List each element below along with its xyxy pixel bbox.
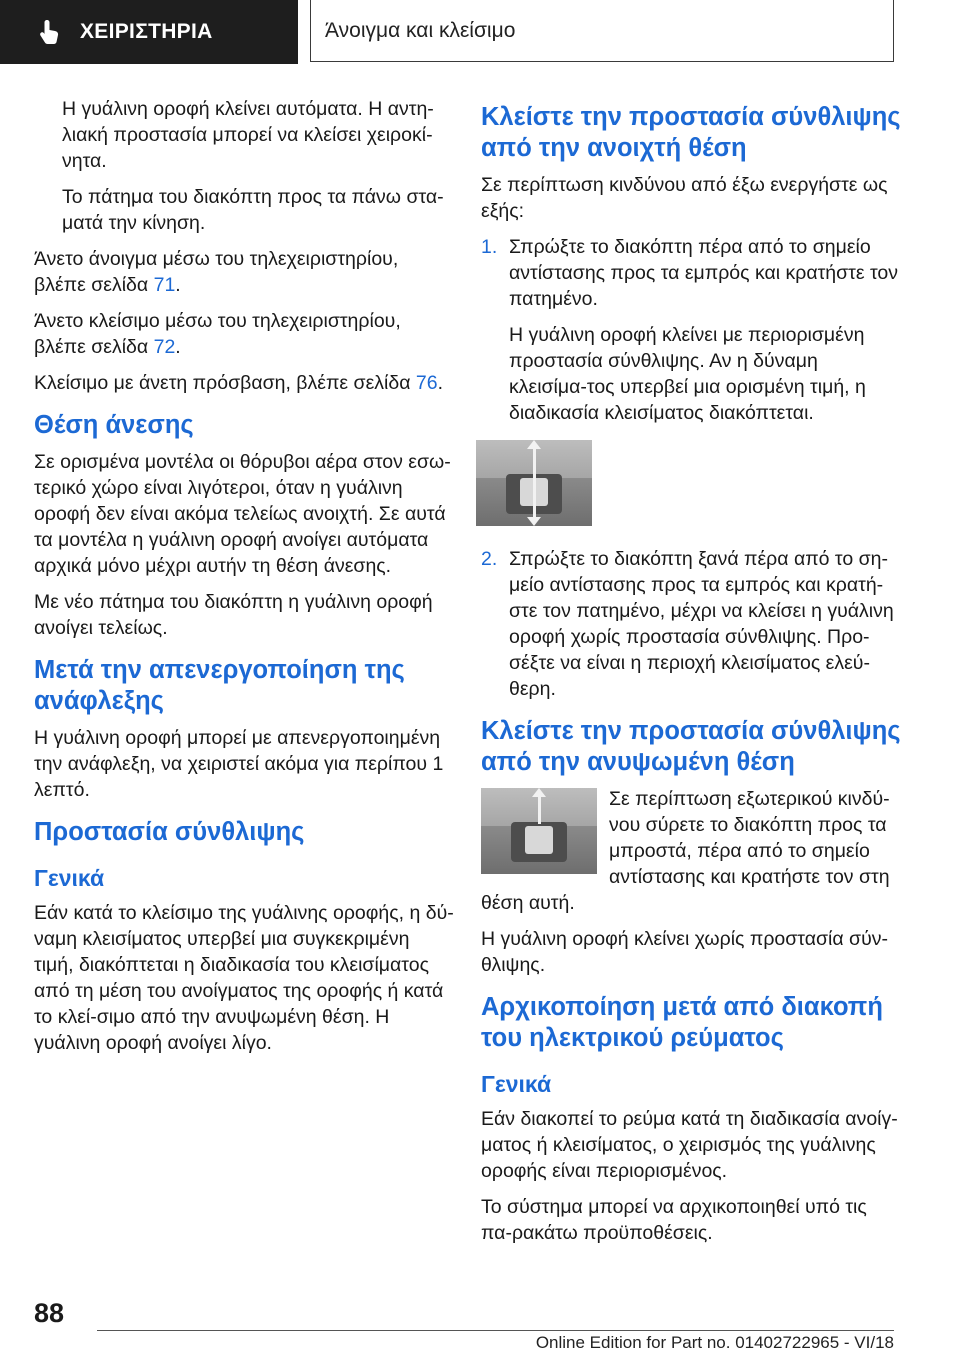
paragraph: Σε περίπτωση εξωτερικού κινδύ-νου σύρετε το διακόπτη προς τα μπροστά, πέρα από το σημείο αντίστασης και κρατήστε τον στη θέση αυτή.	[481, 788, 890, 914]
heading-after-ignition: Μετά την απενεργοποίηση της ανάφλεξης	[34, 656, 405, 715]
step-text: Σπρώξτε το διακόπτη πέρα από το σημείο αντίστασης προς τα εμπρός και κρατήστε τον πατημένο.	[509, 236, 899, 310]
paragraph: Η γυάλινη οροφή κλείνει αυτόματα. Η αντη-λιακή προστασία μπορεί να κλείσει χειροκί-νητα.	[62, 98, 434, 172]
list-item	[481, 546, 901, 702]
paragraph: Σε περίπτωση κινδύνου από έξω ενεργήστε ως εξής:	[481, 174, 888, 222]
heading-close-from-open: Κλείστε την προστασία σύνθλιψης από την ανοιχτή θέση	[481, 103, 901, 162]
paragraph: Άνετο άνοιγμα μέσω του τηλεχειριστηρίου, βλέπε σελίδα 71.	[34, 248, 399, 296]
heading-pinch-protection: Προστασία σύνθλιψης	[34, 818, 305, 846]
subheading-general: Γενικά	[481, 1071, 552, 1097]
paragraph: Το σύστημα μπορεί να αρχικοποιηθεί υπό τις πα-ρακάτω προϋποθέσεις.	[481, 1196, 867, 1244]
step-number: 1.	[481, 236, 498, 258]
chapter-title: Άνοιγμα και κλείσιμο	[325, 18, 516, 42]
section-title: ΧΕΙΡΙΣΤΗΡΙΑ	[80, 20, 213, 43]
subheading-general: Γενικά	[34, 865, 105, 891]
list-item	[481, 234, 901, 426]
paragraph: Το πάτημα του διακόπτη προς τα πάνω στα-ματά την κίνηση.	[62, 186, 444, 234]
heading-comfort-position: Θέση άνεσης	[34, 411, 194, 439]
paragraph: Άνετο κλείσιμο μέσω του τηλεχειριστηρίου, βλέπε σελίδα 72.	[34, 310, 401, 358]
paragraph: Εάν διακοπεί το ρεύμα κατά τη διαδικασία ανοίγ-ματος ή κλεισίματος, ο χειρισμός της γυάλινης οροφής είναι περιορισμένος.	[481, 1108, 898, 1182]
heading-initialization: Αρχικοποίηση μετά από διακοπή του ηλεκτρικού ρεύματος	[481, 993, 883, 1052]
paragraph: Με νέο πάτημα του διακόπτη η γυάλινη οροφή ανοίγει τελείως.	[34, 591, 433, 639]
paragraph: Σε ορισμένα μοντέλα οι θόρυβοι αέρα στον εσω-τερικό χώρο είναι λιγότεροι, όταν η γυάλινη οροφή δεν είναι ακόμα τελείως ανοιχτή. Σε αυτά τα μοντέλα η γυάλινη οροφή ανοίγει αυτόματα αρχικά μόνο μέχρι αυτήν τη θέση άνεσης.	[34, 451, 451, 577]
roof-switch-figure	[481, 788, 597, 874]
paragraph: Κλείσιμο με άνετη πρόσβαση, βλέπε σελίδα 76.	[34, 372, 444, 394]
step-list	[481, 546, 901, 702]
step-list	[481, 234, 901, 426]
edition-note: Online Edition for Part no. 01402722965 - VI/18	[535, 1333, 894, 1352]
page-link[interactable]: 71	[153, 274, 176, 296]
paragraph: Η γυάλινη οροφή μπορεί με απενεργοποιημένη την ανάφλεξη, να χειριστεί ακόμα για περίπου 1 λεπτό.	[34, 727, 444, 801]
paragraph: Εάν κατά το κλείσιμο της γυάλινης οροφής, η δύ-ναμη κλεισίματος υπερβεί μια συγκεκριμένη τιμή, διακόπτεται η διαδικασία του κλεισίματος από τη μέση του ανοίγματος της οροφής ή κατά το κλεί-σιμο από την ανυψωμένη θέση. Η γυάλινη οροφή ανοίγει λίγο.	[34, 902, 454, 1054]
step-text: Η γυάλινη οροφή κλείνει με περιορισμένη προστασία σύνθλιψης. Αν η δύναμη κλεισίμα-τος υπερβεί μια ορισμένη τιμή, η διαδικασία κλεισίματος διακόπτεται.	[509, 324, 866, 424]
page-link[interactable]: 72	[153, 336, 176, 358]
step-number: 2.	[481, 548, 498, 570]
arrow-up-icon	[532, 788, 546, 797]
section-tab	[0, 0, 298, 64]
page-number: 88	[34, 1298, 65, 1328]
roof-switch-figure	[476, 440, 592, 526]
arrow-down-icon	[527, 517, 541, 526]
page-link[interactable]: 76	[415, 372, 438, 394]
arrow-up-icon	[527, 440, 541, 449]
heading-close-from-raised: Κλείστε την προστασία σύνθλιψης από την ανυψωμένη θέση	[481, 717, 901, 776]
step-text: Σπρώξτε το διακόπτη ξανά πέρα από το ση-μείο αντίστασης προς τα εμπρός και κρατή-στε τον πατημένο, μέχρι να κλείσει η γυάλινη οροφή χωρίς προστασία σύνθλιψης. Προ-σέξτε να είναι η περιοχή κλεισίματος ελεύ-θερη.	[509, 548, 894, 700]
footer-divider	[97, 1330, 894, 1331]
right-column	[481, 96, 901, 1256]
chapter-header	[310, 0, 894, 62]
hand-pointer-icon	[36, 17, 66, 47]
left-column	[34, 96, 454, 1066]
paragraph: Η γυάλινη οροφή κλείνει χωρίς προστασία σύν-θλιψης.	[481, 928, 888, 976]
